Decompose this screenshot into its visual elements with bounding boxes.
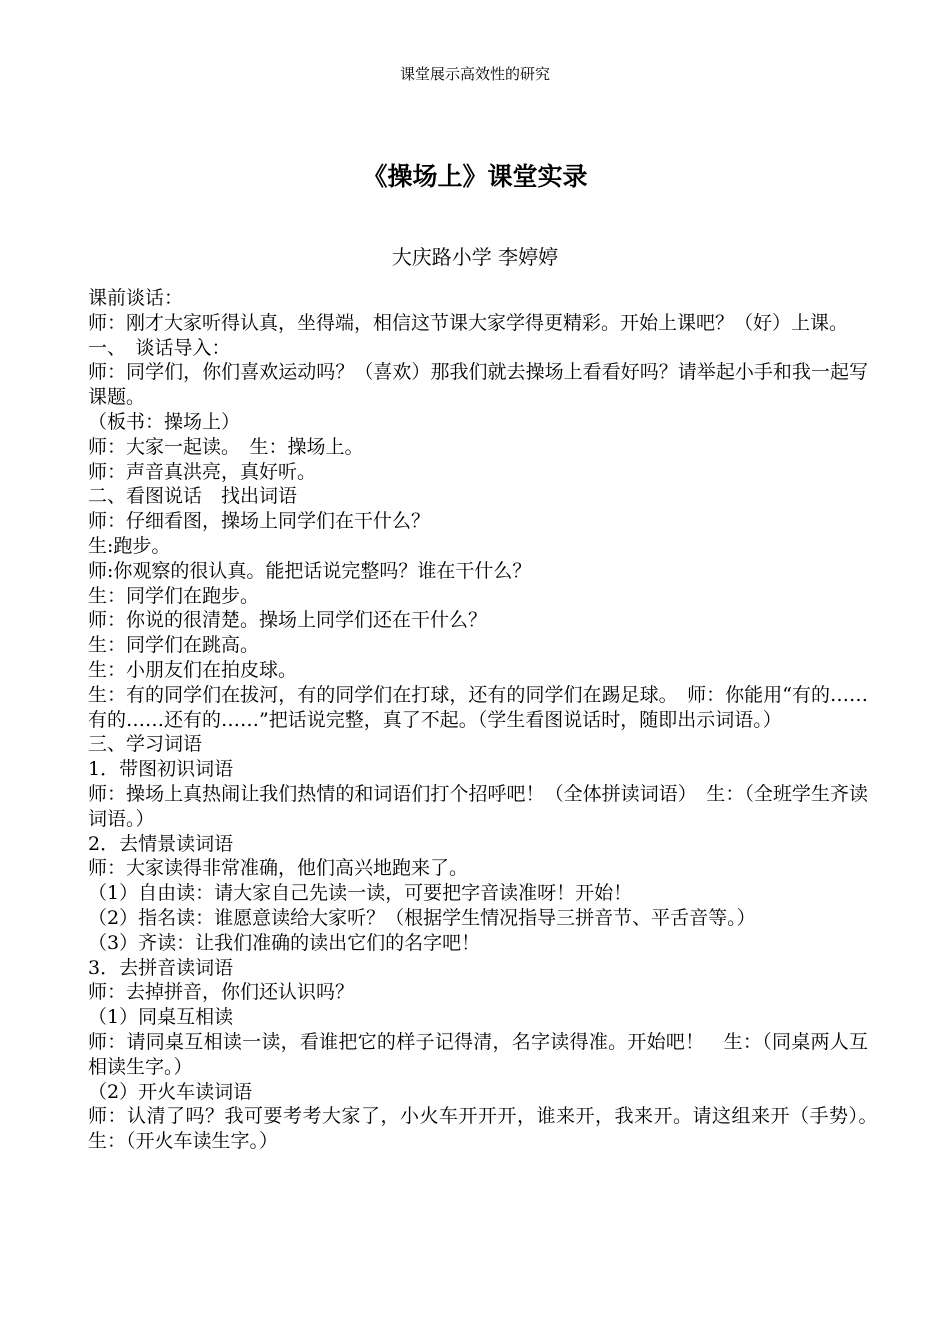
paragraph: （2）指名读：谁愿意读给大家听？（根据学生情况指导三拼音节、平舌音等。） <box>88 906 756 929</box>
paragraph: （3）齐读：让我们准确的读出它们的名字吧！ <box>88 931 481 954</box>
body-text <box>88 286 888 1154</box>
paragraph: 生：有的同学们在拔河，有的同学们在打球，还有的同学们在踢足球。 师：你能用“有的……有的……还有的……”把话说完整，真了不起。（学生看图说话时，随即出示词语。） <box>88 683 868 731</box>
paragraph: 师：操场上真热闹让我们热情的和词语们打个招呼吧！（全体拼读词语） 生：（全班学生齐读词语。） <box>88 782 868 830</box>
paragraph: 师：声音真洪亮，真好听。 <box>88 460 317 483</box>
paragraph: （板书：操场上） <box>88 410 241 433</box>
paragraph: 师：仔细看图，操场上同学们在干什么？ <box>88 510 431 533</box>
paragraph: 师:你观察的很认真。能把话说完整吗？谁在干什么？ <box>88 559 532 582</box>
author-line: 大庆路小学 李婷婷 <box>391 245 559 269</box>
paragraph: 师：大家一起读。 生：操场上。 <box>88 435 364 458</box>
paragraph: 师：刚才大家听得认真，坐得端，相信这节课大家学得更精彩。开始上课吧？（好）上课。 <box>88 311 849 334</box>
paragraph: （2）开火车读词语 <box>88 1080 253 1103</box>
paragraph: 师：大家读得非常准确，他们高兴地跑来了。 <box>88 857 469 880</box>
paragraph: 师：同学们，你们喜欢运动吗？（喜欢）那我们就去操场上看看好吗？请举起小手和我一起写课题。 <box>88 361 868 409</box>
section-heading: 二、看图说话 找出词语 <box>88 485 298 508</box>
paragraph: 师：请同桌互相读一读，看谁把它的样子记得清，名字读得准。开始吧！ 生：（同桌两人互相读生字。） <box>88 1030 868 1078</box>
running-header: 课堂展示高效性的研究 <box>399 65 550 83</box>
paragraph: 生：同学们在跳高。 <box>88 634 260 657</box>
paragraph: 生：同学们在跑步。 <box>88 584 260 607</box>
section-heading: 一、 谈话导入： <box>88 336 231 359</box>
section-heading: 三、学习词语 <box>88 733 203 756</box>
subsection-heading: 3．去拼音读词语 <box>88 956 234 979</box>
paragraph: （1）同桌互相读 <box>88 1006 234 1029</box>
paragraph: 课前谈话： <box>88 287 184 309</box>
subsection-heading: 1．带图初识词语 <box>88 758 234 781</box>
subsection-heading: 2．去情景读词语 <box>88 832 234 855</box>
paragraph: （1）自由读：请大家自己先读一读，可要把字音读准呀！开始！ <box>88 882 633 905</box>
paragraph: 师：去掉拼音，你们还认识吗？ <box>88 981 355 1004</box>
paragraph: 师：认清了吗？我可要考考大家了，小火车开开开，谁来开，我来开。请这组来开（手势）。 生：（开火车读生字。） <box>88 1105 888 1153</box>
paragraph: 生：小朋友们在拍皮球。 <box>88 658 298 681</box>
paragraph: 师：你说的很清楚。操场上同学们还在干什么？ <box>88 609 488 632</box>
paragraph: 生:跑步。 <box>88 534 171 557</box>
document-title: 《操场上》课堂实录 <box>362 162 588 191</box>
